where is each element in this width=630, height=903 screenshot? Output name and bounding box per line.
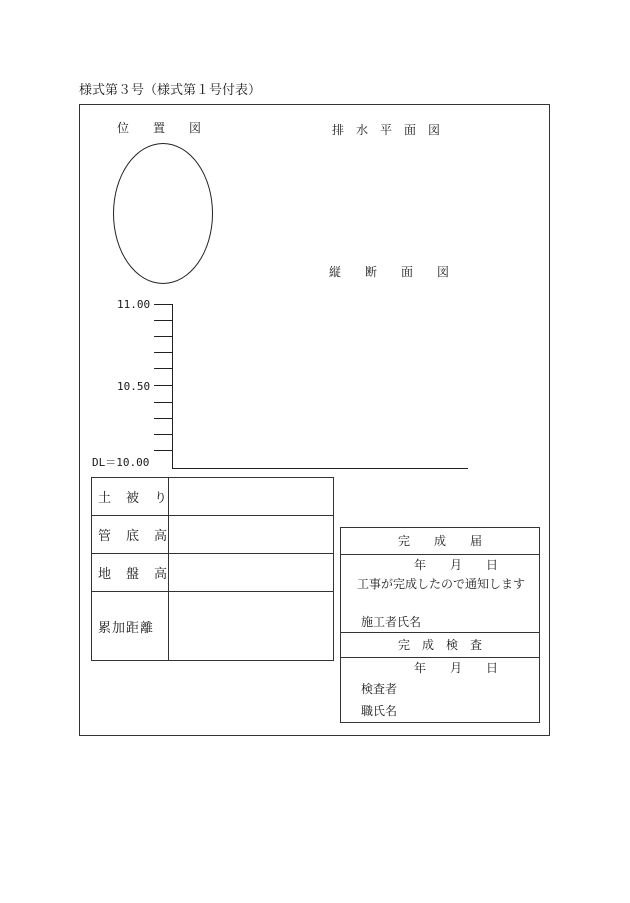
scale-tick (154, 320, 172, 321)
document-title: 様式第３号（様式第１号付表） (79, 83, 262, 98)
contractor-name-label: 施工者氏名 (341, 611, 539, 633)
scale-tick-major (154, 385, 172, 386)
datum-line (172, 468, 468, 469)
scale-tick (154, 450, 172, 451)
profile-table (91, 477, 334, 661)
scale-label-base: DL＝10.00 (92, 456, 150, 469)
inspector-label: 検査者 (361, 682, 398, 696)
drainage-plan-heading: 排 水 平 面 図 (332, 123, 441, 137)
scale-tick (154, 336, 172, 337)
scale-tick-major (154, 304, 172, 305)
pipe-invert-value[interactable] (169, 516, 334, 554)
longitudinal-section-heading: 縦 断 面 図 (329, 265, 450, 279)
location-map-oval (113, 143, 213, 284)
notice-text: 工事が完成したので通知します (345, 577, 526, 591)
completion-form (340, 527, 540, 723)
cumulative-distance-value[interactable] (169, 592, 334, 661)
elevation-axis (172, 304, 173, 469)
cover-depth-label: 土 被 り (92, 478, 169, 516)
pipe-invert-label: 管 底 高 (92, 516, 169, 554)
scale-label-top: 11.00 (117, 298, 151, 311)
location-map-heading: 位 置 図 (117, 121, 202, 135)
official-name-label: 職氏名 (361, 704, 398, 718)
ground-level-value[interactable] (169, 554, 334, 592)
ground-level-label: 地 盤 高 (92, 554, 169, 592)
scale-tick (154, 368, 172, 369)
cumulative-distance-label: 累加距離 (92, 592, 169, 661)
scale-tick (154, 418, 172, 419)
completion-notice-title: 完 成 届 (341, 528, 539, 555)
scale-tick (154, 434, 172, 435)
scale-label-mid: 10.50 (117, 380, 151, 393)
scale-tick (154, 352, 172, 353)
inspection-date-line: 年 月 日 (414, 661, 499, 675)
scale-tick (154, 402, 172, 403)
cover-depth-value[interactable] (169, 478, 334, 516)
notice-date-line: 年 月 日 (414, 558, 499, 572)
inspection-title: 完 成 検 査 (341, 633, 539, 658)
